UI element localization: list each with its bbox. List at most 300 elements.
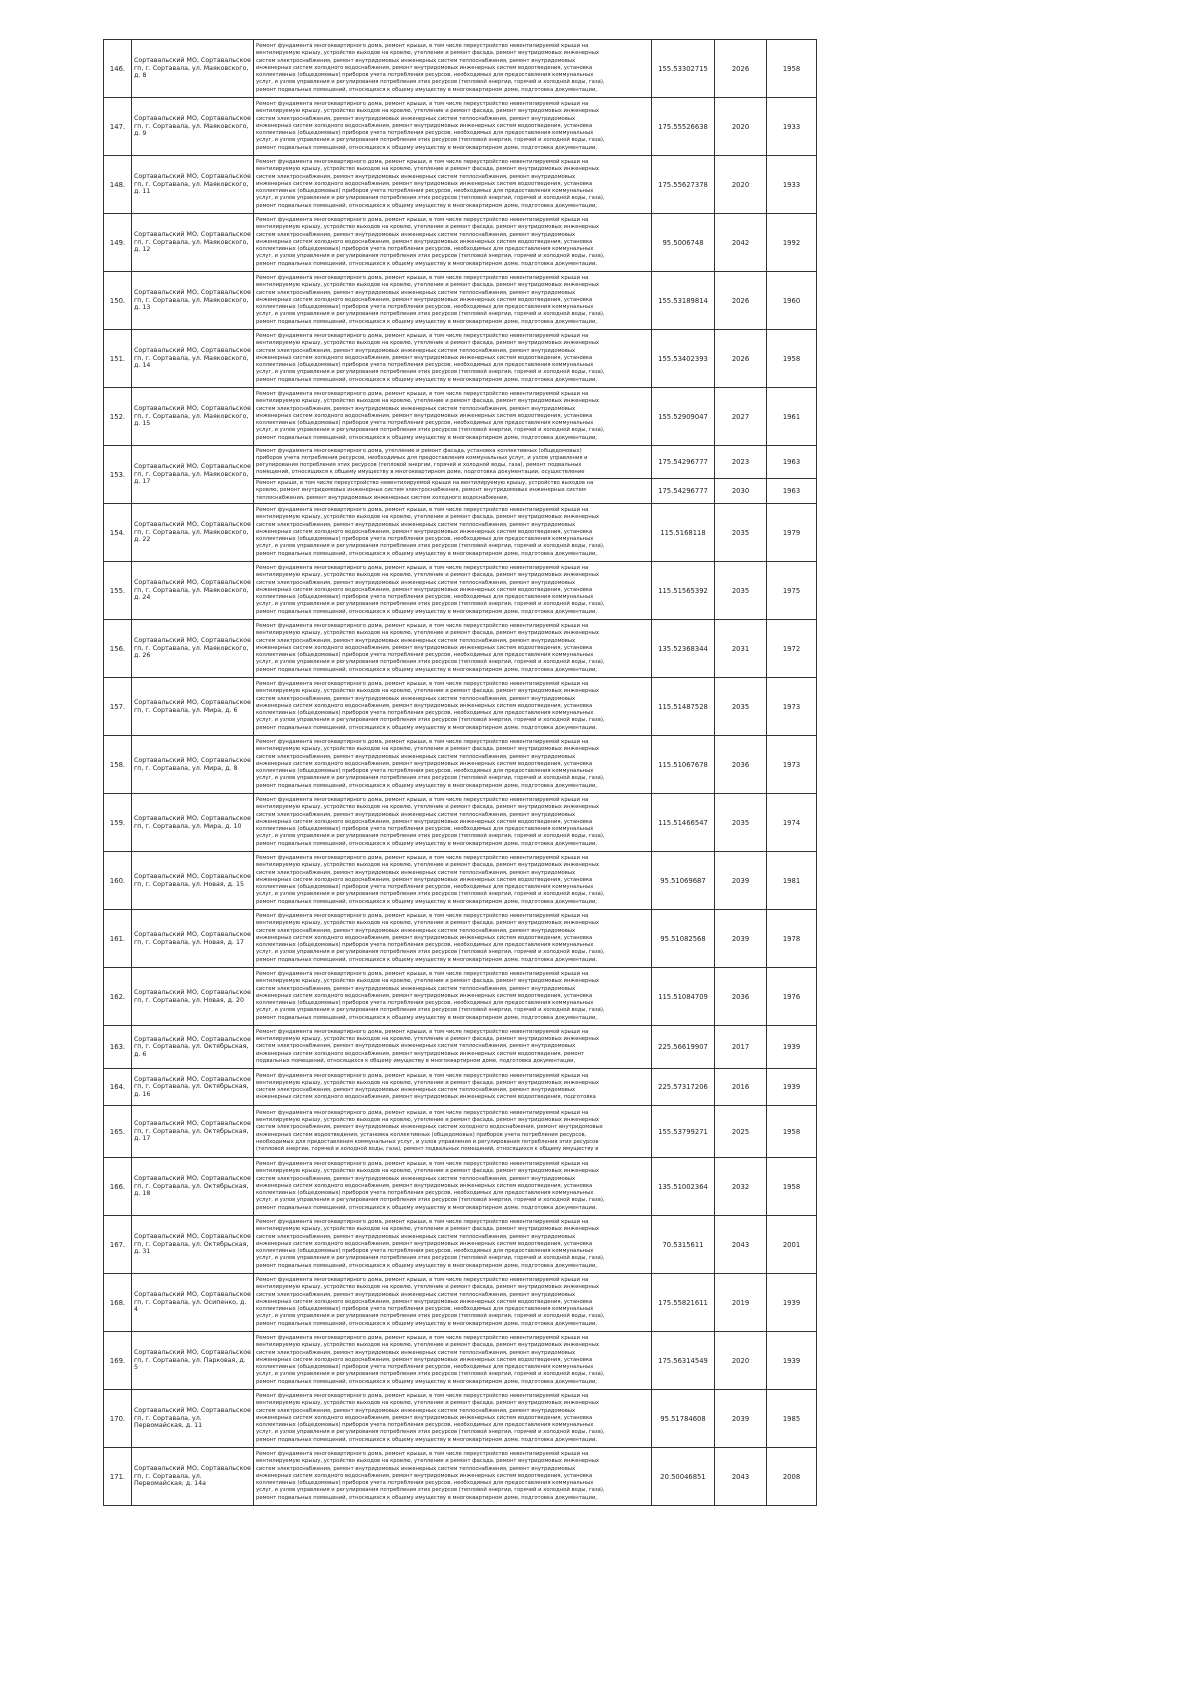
row-number-text: 162. [109, 992, 126, 1001]
row-number-text: 147. [109, 122, 126, 131]
planned-year-cell-text: 2026 [731, 64, 750, 73]
works-cell [254, 388, 652, 446]
planned-year-cell-text: 2030 [731, 487, 750, 495]
works-cell [254, 678, 652, 736]
row-number [104, 1390, 132, 1448]
works-cell-text: Ремонт фундамента многоквартирного дома, ремонт крыши, в том числе переустройство невентилируемой крыши на вентилируемую крышу, устройство выходов на кровлю, утепление и ремонт фасада, ремонт внутридомовых инженерных систем электроснабжения, ремонт внутридомовых инженерных систем теплоснабжения, ремонт внутридомовых инженерных систем холодного водоснабжения, ремонт внутридомовых инженерных систем водоотведения, установка коллективных (общедомовых) приборов учета потребления ресурсов, необходимых для предоставления коммунальных услуг, и узлов управления и регулирования потребления этих ресурсов (тепловой энергии, горячей и холодной воды, газа), ремонт подвальных помещений, относящихся к общему имуществу в многоквартирном доме, подготовка документации, [256, 623, 605, 673]
planned-year-cell-text: 2035 [731, 818, 750, 827]
address-cell-text: Сортавальский МО, Сортавальское гп, г. Сортавала, ул. Октябрьская, д. 18 [134, 1175, 251, 1198]
address-cell [132, 562, 254, 620]
works-cell [254, 1026, 652, 1069]
works-cell [254, 794, 652, 852]
built-year-cell-text: 1933 [782, 180, 801, 189]
built-year-cell-text: 1974 [782, 818, 801, 827]
built-year-cell [767, 388, 817, 446]
cost-cell [652, 388, 715, 446]
planned-year-cell-text: 2043 [731, 1240, 750, 1249]
built-year-cell [767, 910, 817, 968]
planned-year-cell [715, 678, 767, 736]
built-year-cell-text: 1975 [782, 586, 801, 595]
table-row [104, 330, 817, 388]
planned-year-cell-text: 2026 [731, 354, 750, 363]
cost-cell [652, 1216, 715, 1274]
planned-year-cell-text: 2027 [731, 412, 750, 421]
row-number-text: 149. [109, 238, 126, 247]
built-year-cell-text: 1973 [782, 760, 801, 769]
address-cell-text: Сортавальский МО, Сортавальское гп, г. Сортавала, ул. Октябрьская, д. 31 [134, 1233, 251, 1256]
address-cell [132, 214, 254, 272]
built-year-cell [767, 1332, 817, 1390]
works-cell [254, 852, 652, 910]
row-number-text: 156. [109, 644, 126, 653]
address-cell [132, 910, 254, 968]
planned-year-cell-text: 2025 [731, 1127, 750, 1136]
address-cell-text: Сортавальский МО, Сортавальское гп, г. Сортавала, ул. Мира, д. 10 [134, 814, 251, 830]
address-cell-text: Сортавальский МО, Сортавальское гп, г. Сортавала, ул. Новая, д. 20 [134, 988, 251, 1004]
row-number-text: 163. [109, 1043, 126, 1051]
address-cell-text: Сортавальский МО, Сортавальское гп, г. Сортавала, ул. Октябрьская, д. 17 [134, 1120, 251, 1143]
built-year-cell [767, 272, 817, 330]
works-cell-text: Ремонт фундамента многоквартирного дома, ремонт крыши, в том числе переустройство невентилируемой крыши на вентилируемую крышу, устройство выходов на кровлю, утепление и ремонт фасада, ремонт внутридомовых инженерных систем электроснабжения, ремонт внутридомовых инженерных систем теплоснабжения, ремонт внутридомовых инженерных систем холодного водоснабжения, ремонт внутридомовых инженерных систем водоотведения, установка коллективных (общедомовых) приборов учета потребления ресурсов, необходимых для предоставления коммунальных услуг, и узлов управления и регулирования потребления этих ресурсов (тепловой энергии, горячей и холодной воды, газа), ремонт подвальных помещений, относящихся к общему имуществу в многоквартирном доме, подготовка документации, [256, 507, 605, 557]
built-year-cell [767, 1448, 817, 1506]
row-number-text: 160. [109, 876, 126, 885]
planned-year-cell-text: 2020 [731, 1356, 750, 1365]
planned-year-cell [715, 1158, 767, 1216]
built-year-cell [767, 214, 817, 272]
address-cell-text: Сортавальский МО, Сортавальское гп, г. Сортавала, ул. Маяковского, д. 14 [134, 347, 251, 370]
built-year-cell [767, 98, 817, 156]
planned-year-cell [715, 1069, 767, 1106]
works-cell [254, 330, 652, 388]
cost-cell [652, 40, 715, 98]
table-row [104, 678, 817, 736]
works-cell-text: Ремонт фундамента многоквартирного дома, ремонт крыши, в том числе переустройство невентилируемой крыши на вентилируемую крышу, устройство выходов на кровлю, утепление и ремонт фасада, ремонт внутридомовых инженерных систем электроснабжения, ремонт внутридомовых инженерных систем теплоснабжения, ремонт внутридомовых инженерных систем холодного водоснабжения, ремонт внутридомовых инженерных систем водоотведения, установка коллективных (общедомовых) приборов учета потребления ресурсов, необходимых для предоставления коммунальных услуг, и узлов управления и регулирования потребления этих ресурсов (тепловой энергии, горячей и холодной воды, газа), ремонт подвальных помещений, относящихся к общему имуществу в многоквартирном доме, подготовка документации, [256, 391, 605, 441]
table-row [104, 1069, 817, 1106]
row-number [104, 98, 132, 156]
cost-cell-text: 175.56314549 [658, 1356, 708, 1365]
built-year-cell-text: 1985 [782, 1414, 801, 1423]
row-number-text: 164. [109, 1083, 126, 1091]
built-year-cell [767, 968, 817, 1026]
row-number-text: 146. [109, 64, 126, 73]
planned-year-cell-text: 2039 [731, 1414, 750, 1423]
cost-cell [652, 330, 715, 388]
works-cell-text: Ремонт фундамента многоквартирного дома, ремонт крыши, в том числе переустройство невентилируемой крыши на вентилируемую крышу, устройство выходов на кровлю, утепление и ремонт фасада, ремонт внутридомовых инженерных систем электроснабжения, ремонт внутридомовых инженерных систем теплоснабжения, ремонт внутридомовых инженерных систем холодного водоснабжения, ремонт внутридомовых инженерных систем водоотведения, установка коллективных (общедомовых) приборов учета потребления ресурсов, необходимых для предоставления коммунальных услуг, и узлов управления и регулирования потребления этих ресурсов (тепловой энергии, горячей и холодной воды, газа), ремонт подвальных помещений, относящихся к общему имуществу в многоквартирном доме, подготовка документации, [256, 1451, 605, 1501]
cost-cell [652, 678, 715, 736]
cost-cell [652, 1274, 715, 1332]
cost-cell [652, 1026, 715, 1069]
planned-year-cell-text: 2032 [731, 1182, 750, 1191]
planned-year-cell [715, 562, 767, 620]
row-number-text: 154. [109, 528, 126, 537]
planned-year-cell-text: 2026 [731, 296, 750, 305]
address-cell [132, 330, 254, 388]
address-cell-text: Сортавальский МО, Сортавальское гп, г. Сортавала, ул. Маяковского, д. 9 [134, 115, 251, 138]
row-number [104, 1106, 132, 1158]
address-cell [132, 504, 254, 562]
planned-year-cell [715, 852, 767, 910]
planned-year-cell [715, 1390, 767, 1448]
built-year-cell-text: 1972 [782, 644, 801, 653]
address-cell-text: Сортавальский МО, Сортавальское гп, г. Сортавала, ул. Маяковского, д. 15 [134, 405, 251, 428]
works-cell [254, 446, 652, 479]
table-row [104, 1216, 817, 1274]
cost-cell-text: 175.54296777 [658, 487, 708, 495]
built-year-cell-text: 1958 [782, 1127, 801, 1136]
cost-cell [652, 736, 715, 794]
works-cell [254, 620, 652, 678]
built-year-cell [767, 794, 817, 852]
planned-year-cell-text: 2035 [731, 702, 750, 711]
works-cell-text: Ремонт фундамента многоквартирного дома, ремонт крыши, в том числе переустройство невентилируемой крыши на вентилируемую крышу, устройство выходов на кровлю, утепление и ремонт фасада, ремонт внутридомовых инженерных систем электроснабжения, ремонт внутридомовых инженерных систем теплоснабжения, ремонт внутридомовых инженерных систем холодного водоснабжения, ремонт внутридомовых инженерных систем водоотведения, установка коллективных (общедомовых) приборов учета потребления ресурсов, необходимых для предоставления коммунальных услуг, и узлов управления и регулирования потребления этих ресурсов (тепловой энергии, горячей и холодной воды, газа), ремонт подвальных помещений, относящихся к общему имуществу в многоквартирном доме, подготовка документации, [256, 1161, 605, 1211]
planned-year-cell [715, 1274, 767, 1332]
row-number-text: 169. [109, 1356, 126, 1365]
address-cell-text: Сортавальский МО, Сортавальское гп, г. Сортавала, ул. Мира, д. 6 [134, 698, 251, 714]
works-cell-text: Ремонт фундамента многоквартирного дома, ремонт крыши, в том числе переустройство невентилируемой крыши на вентилируемую крышу, устройство выходов на кровлю, утепление и ремонт фасада, ремонт внутридомовых инженерных систем электроснабжения, ремонт внутридомовых инженерных систем теплоснабжения, ремонт внутридомовых инженерных систем холодного водоснабжения, ремонт внутридомовых инженерных систем водоотведения, установка коллективных (общедомовых) приборов учета потребления ресурсов, необходимых для предоставления коммунальных услуг, и узлов управления и регулирования потребления этих ресурсов (тепловой энергии, горячей и холодной воды, газа), ремонт подвальных помещений, относящихся к общему имуществу в многоквартирном доме, подготовка документации, [256, 1335, 605, 1385]
row-number [104, 446, 132, 504]
row-number [104, 968, 132, 1026]
address-cell-text: Сортавальский МО, Сортавальское гп, г. Сортавала, ул. Маяковского, д. 13 [134, 289, 251, 312]
cost-cell-text: 115.51067678 [658, 760, 708, 769]
address-cell-text: Сортавальский МО, Сортавальское гп, г. Сортавала, ул. Маяковского, д. 12 [134, 231, 251, 254]
table-row [104, 272, 817, 330]
row-number-text: 167. [109, 1240, 126, 1249]
row-number [104, 1158, 132, 1216]
table-row [104, 794, 817, 852]
row-number [104, 1216, 132, 1274]
planned-year-cell [715, 1332, 767, 1390]
works-cell-text: Ремонт фундамента многоквартирного дома, ремонт крыши, в том числе переустройство невентилируемой крыши на вентилируемую крышу, устройство выходов на кровлю, утепление и ремонт фасада, ремонт внутридомовых инженерных систем электроснабжения, ремонт внутридомовых инженерных систем теплоснабжения, ремонт внутридомовых инженерных систем холодного водоснабжения, ремонт внутридомовых инженерных систем водоотведения, установка коллективных (общедомовых) приборов учета потребления ресурсов, необходимых для предоставления коммунальных услуг, и узлов управления и регулирования потребления этих ресурсов (тепловой энергии, горячей и холодной воды, газа), ремонт подвальных помещений, относящихся к общему имуществу в многоквартирном доме, подготовка документации, [256, 275, 605, 325]
works-cell [254, 562, 652, 620]
cost-cell [652, 446, 715, 479]
table-row [104, 98, 817, 156]
built-year-cell-text: 1958 [782, 1182, 801, 1191]
planned-year-cell-text: 2017 [731, 1043, 750, 1051]
built-year-cell [767, 504, 817, 562]
cost-cell-text: 175.54296777 [658, 458, 708, 466]
table-row [104, 1448, 817, 1506]
works-cell [254, 736, 652, 794]
works-cell-text: Ремонт фундамента многоквартирного дома, утепление и ремонт фасада, установка коллективных (общедомовых) приборов учета потребления ресурсов, необходимых для предоставления коммунальных услуг, и узлов управления и регулирования потребления этих ресурсов (тепловой энергии, горячей и холодной воды, газа), ремонт подвальных помещений, относящихся к общему имуществу в многоквартирном доме, подготовка документации, осуществление [256, 447, 588, 476]
address-cell [132, 272, 254, 330]
planned-year-cell-text: 2016 [731, 1083, 750, 1091]
works-cell [254, 1332, 652, 1390]
planned-year-cell-text: 2031 [731, 644, 750, 653]
cost-cell [652, 1332, 715, 1390]
planned-year-cell-text: 2036 [731, 992, 750, 1001]
table-row [104, 388, 817, 446]
built-year-cell-text: 2001 [782, 1240, 801, 1249]
planned-year-cell [715, 446, 767, 479]
cost-cell [652, 156, 715, 214]
table-row [104, 1026, 817, 1069]
table-row [104, 1106, 817, 1158]
cost-cell [652, 910, 715, 968]
works-cell [254, 272, 652, 330]
table-row [104, 620, 817, 678]
built-year-cell-text: 1976 [782, 992, 801, 1001]
planned-year-cell [715, 620, 767, 678]
cost-cell-text: 155.53302715 [658, 64, 708, 73]
address-cell-text: Сортавальский МО, Сортавальское гп, г. Сортавала, ул. Мира, д. 8 [134, 756, 251, 772]
planned-year-cell-text: 2020 [731, 122, 750, 131]
built-year-cell [767, 1274, 817, 1332]
works-cell-text: Ремонт фундамента многоквартирного дома, ремонт крыши, в том числе переустройство невентилируемой крыши на вентилируемую крышу, устройство выходов на кровлю, утепление и ремонт фасада, ремонт внутридомовых инженерных систем электроснабжения, ремонт внутридомовых инженерных систем теплоснабжения, ремонт внутридомовых инженерных систем холодного водоснабжения, ремонт внутридомовых инженерных систем водоотведения, установка коллективных (общедомовых) приборов учета потребления ресурсов, необходимых для предоставления коммунальных услуг, и узлов управления и регулирования потребления этих ресурсов (тепловой энергии, горячей и холодной воды, газа), ремонт подвальных помещений, относящихся к общему имуществу в многоквартирном доме, подготовка документации, [256, 43, 605, 93]
cost-cell-text: 95.51784608 [660, 1414, 706, 1423]
row-number-text: 161. [109, 934, 126, 943]
works-cell-text: Ремонт фундамента многоквартирного дома, ремонт крыши, в том числе переустройство невентилируемой крыши на вентилируемую крышу, устройство выходов на кровлю, утепление и ремонт фасада, ремонт внутридомовых инженерных систем электроснабжения, ремонт внутридомовых инженерных систем теплоснабжения, ремонт внутридомовых инженерных систем холодного водоснабжения, ремонт внутридомовых инженерных систем водоотведения, установка коллективных (общедомовых) приборов учета потребления ресурсов, необходимых для предоставления коммунальных услуг, и узлов управления и регулирования потребления этих ресурсов (тепловой энергии, горячей и холодной воды, газа), ремонт подвальных помещений, относящихся к общему имуществу в многоквартирном доме, подготовка документации, [256, 1277, 605, 1327]
works-cell [254, 214, 652, 272]
address-cell [132, 678, 254, 736]
built-year-cell [767, 562, 817, 620]
row-number-text: 166. [109, 1182, 126, 1191]
planned-year-cell [715, 794, 767, 852]
address-cell [132, 1448, 254, 1506]
built-year-cell [767, 1390, 817, 1448]
works-cell-text: Ремонт фундамента многоквартирного дома, ремонт крыши, в том числе переустройство невентилируемой крыши на вентилируемую крышу, устройство выходов на кровлю, утепление и ремонт фасада, ремонт внутридомовых инженерных систем электроснабжения, ремонт внутридомовых инженерных систем теплоснабжения, ремонт внутридомовых инженерных систем холодного водоснабжения, ремонт внутридомовых инженерных систем водоотведения, установка коллективных (общедомовых) приборов учета потребления ресурсов, необходимых для предоставления коммунальных услуг, и узлов управления и регулирования потребления этих ресурсов (тепловой энергии, горячей и холодной воды, газа), ремонт подвальных помещений, относящихся к общему имуществу в многоквартирном доме, подготовка документации, [256, 1219, 605, 1269]
works-cell [254, 1216, 652, 1274]
cost-cell [652, 504, 715, 562]
planned-year-cell [715, 1216, 767, 1274]
cost-cell-text: 175.55526638 [658, 122, 708, 131]
works-cell [254, 40, 652, 98]
works-cell [254, 1448, 652, 1506]
works-cell-text: Ремонт фундамента многоквартирного дома, ремонт крыши, в том числе переустройство невентилируемой крыши на вентилируемую крышу, устройство выходов на кровлю, утепление и ремонт фасада, ремонт внутридомовых инженерных систем электроснабжения, ремонт внутридомовых инженерных систем теплоснабжения, ремонт внутридомовых инженерных систем холодного водоснабжения, ремонт внутридомовых инженерных систем водоотведения, установка коллективных (общедомовых) приборов учета потребления ресурсов, необходимых для предоставления коммунальных услуг, и узлов управления и регулирования потребления этих ресурсов (тепловой энергии, горячей и холодной воды, газа), ремонт подвальных помещений, относящихся к общему имуществу в многоквартирном доме, подготовка документации, [256, 101, 605, 151]
row-number-text: 168. [109, 1298, 126, 1307]
built-year-cell-text: 1933 [782, 122, 801, 131]
cost-cell [652, 1448, 715, 1506]
cost-cell-text: 135.52368344 [658, 644, 708, 653]
capital-repair-table [103, 39, 817, 1506]
table-row [104, 736, 817, 794]
planned-year-cell-text: 2020 [731, 180, 750, 189]
cost-cell [652, 479, 715, 504]
row-number-text: 152. [109, 412, 126, 421]
table-row [104, 214, 817, 272]
address-cell [132, 1106, 254, 1158]
planned-year-cell [715, 504, 767, 562]
row-number [104, 1069, 132, 1106]
works-cell-text: Ремонт фундамента многоквартирного дома, ремонт крыши, в том числе переустройство невентилируемой крыши на вентилируемую крышу, устройство выходов на кровлю, утепление и ремонт фасада, ремонт внутридомовых инженерных систем электроснабжения, ремонт внутридомовых инженерных систем теплоснабжения, ремонт внутридомовых инженерных систем холодного водоснабжения, ремонт внутридомовых инженерных систем водоотведения, установка коллективных (общедомовых) приборов учета потребления ресурсов, необходимых для предоставления коммунальных услуг, и узлов управления и регулирования потребления этих ресурсов (тепловой энергии, горячей и холодной воды, газа), ремонт подвальных помещений, относящихся к общему имуществу в многоквартирном доме, подготовка документации, [256, 1393, 605, 1443]
built-year-cell-text: 1973 [782, 702, 801, 711]
cost-cell-text: 95.51082568 [660, 934, 706, 943]
built-year-cell [767, 1106, 817, 1158]
row-number [104, 678, 132, 736]
table-row [104, 446, 817, 479]
works-cell-text: Ремонт фундамента многоквартирного дома, ремонт крыши, в том числе переустройство невентилируемой крыши на вентилируемую крышу, устройство выходов на кровлю, утепление и ремонт фасада, ремонт внутридомовых инженерных систем электроснабжения, ремонт внутридомовых инженерных систем теплоснабжения, ремонт внутридомовых инженерных систем холодного водоснабжения, ремонт внутридомовых инженерных систем водоотведения, установка коллективных (общедомовых) приборов учета потребления ресурсов, необходимых для предоставления коммунальных услуг, и узлов управления и регулирования потребления этих ресурсов (тепловой энергии, горячей и холодной воды, газа), ремонт подвальных помещений, относящихся к общему имуществу в многоквартирном доме, подготовка документации, [256, 855, 605, 905]
row-number [104, 910, 132, 968]
planned-year-cell-text: 2035 [731, 528, 750, 537]
works-cell-text: Ремонт фундамента многоквартирного дома, ремонт крыши, в том числе переустройство невентилируемой крыши на вентилируемую крышу, устройство выходов на кровлю, утепление и ремонт фасада, ремонт внутридомовых инженерных систем электроснабжения, ремонт внутридомовых инженерных систем теплоснабжения, ремонт внутридомовых инженерных систем холодного водоснабжения, ремонт внутридомовых инженерных систем водоотведения, подготовка [256, 1072, 600, 1101]
cost-cell-text: 115.5168118 [660, 528, 706, 537]
row-number-text: 150. [109, 296, 126, 305]
address-cell [132, 40, 254, 98]
built-year-cell-text: 1939 [782, 1298, 801, 1307]
cost-cell [652, 98, 715, 156]
address-cell [132, 1158, 254, 1216]
cost-cell-text: 155.53799271 [658, 1127, 708, 1136]
works-cell-text: Ремонт крыши, в том числе переустройство невентилируемой крыши на вентилируемую крышу, устройство выходов на кровлю, ремонт внутридомовых инженерных систем электроснабжения, ремонт внутридомовых инженерных систем теплоснабжения, ремонт внутридомовых инженерных систем холодного водоснабжения, [256, 480, 594, 501]
planned-year-cell [715, 388, 767, 446]
works-cell [254, 1158, 652, 1216]
address-cell [132, 1332, 254, 1390]
built-year-cell-text: 1958 [782, 64, 801, 73]
row-number [104, 1274, 132, 1332]
address-cell [132, 446, 254, 504]
address-cell-text: Сортавальский МО, Сортавальское гп, г. Сортавала, ул. Осипенко, д. 4 [134, 1291, 251, 1314]
works-cell [254, 98, 652, 156]
cost-cell [652, 852, 715, 910]
planned-year-cell [715, 156, 767, 214]
address-cell-text: Сортавальский МО, Сортавальское гп, г. Сортавала, ул. Парковая, д. 5 [134, 1349, 251, 1372]
row-number [104, 272, 132, 330]
row-number [104, 388, 132, 446]
planned-year-cell [715, 214, 767, 272]
cost-cell [652, 1390, 715, 1448]
table-row [104, 1274, 817, 1332]
works-cell [254, 479, 652, 504]
built-year-cell [767, 479, 817, 504]
planned-year-cell-text: 2039 [731, 934, 750, 943]
row-number [104, 214, 132, 272]
address-cell [132, 156, 254, 214]
address-cell [132, 1026, 254, 1069]
built-year-cell-text: 1978 [782, 934, 801, 943]
cost-cell-text: 115.51466547 [658, 818, 708, 827]
planned-year-cell-text: 2042 [731, 238, 750, 247]
built-year-cell [767, 1026, 817, 1069]
works-cell [254, 156, 652, 214]
row-number [104, 1026, 132, 1069]
works-cell-text: Ремонт фундамента многоквартирного дома, ремонт крыши, в том числе переустройство невентилируемой крыши на вентилируемую крышу, устройство выходов на кровлю, утепление и ремонт фасада, ремонт внутридомовых инженерных систем электроснабжения, ремонт внутридомовых инженерных систем теплоснабжения, ремонт внутридомовых инженерных систем холодного водоснабжения, ремонт внутридомовых инженерных систем водоотведения, установка коллективных (общедомовых) приборов учета потребления ресурсов, необходимых для предоставления коммунальных услуг, и узлов управления и регулирования потребления этих ресурсов (тепловой энергии, горячей и холодной воды, газа), ремонт подвальных помещений, относящихся к общему имуществу в многоквартирном доме, подготовка документации, [256, 333, 605, 383]
row-number-text: 165. [109, 1127, 126, 1136]
works-cell-text: Ремонт фундамента многоквартирного дома, ремонт крыши, в том числе переустройство невентилируемой крыши на вентилируемую крышу, устройство выходов на кровлю, утепление и ремонт фасада, ремонт внутридомовых инженерных систем электроснабжения, ремонт внутридомовых инженерных систем теплоснабжения, ремонт внутридомовых инженерных систем холодного водоснабжения, ремонт внутридомовых инженерных систем водоотведения, установка коллективных (общедомовых) приборов учета потребления ресурсов, необходимых для предоставления коммунальных услуг, и узлов управления и регулирования потребления этих ресурсов (тепловой энергии, горячей и холодной воды, газа), ремонт подвальных помещений, относящихся к общему имуществу в многоквартирном доме, подготовка документации, [256, 913, 605, 963]
table-row [104, 968, 817, 1026]
cost-cell [652, 1069, 715, 1106]
row-number-text: 151. [109, 354, 126, 363]
planned-year-cell [715, 98, 767, 156]
cost-cell [652, 968, 715, 1026]
row-number-text: 155. [109, 586, 126, 595]
address-cell [132, 852, 254, 910]
row-number-text: 148. [109, 180, 126, 189]
works-cell [254, 1274, 652, 1332]
row-number-text: 157. [109, 702, 126, 711]
cost-cell-text: 115.51084709 [658, 992, 708, 1001]
address-cell-text: Сортавальский МО, Сортавальское гп, г. Сортавала, ул. Маяковского, д. 17 [134, 463, 251, 486]
built-year-cell-text: 2008 [782, 1472, 801, 1481]
cost-cell-text: 155.53402393 [658, 354, 708, 363]
row-number-text: 153. [109, 470, 126, 479]
cost-cell-text: 225.56619907 [658, 1043, 708, 1051]
works-cell [254, 1106, 652, 1158]
row-number [104, 1448, 132, 1506]
cost-cell [652, 214, 715, 272]
planned-year-cell-text: 2019 [731, 1298, 750, 1307]
row-number [104, 1332, 132, 1390]
cost-cell-text: 95.5006748 [662, 238, 704, 247]
built-year-cell-text: 1958 [782, 354, 801, 363]
cost-cell-text: 115.51565392 [658, 586, 708, 595]
built-year-cell [767, 678, 817, 736]
built-year-cell-text: 1939 [782, 1083, 801, 1091]
built-year-cell-text: 1992 [782, 238, 801, 247]
works-cell-text: Ремонт фундамента многоквартирного дома, ремонт крыши, в том числе переустройство невентилируемой крыши на вентилируемую крышу, устройство выходов на кровлю, утепление и ремонт фасада, ремонт внутридомовых инженерных систем электроснабжения, ремонт внутридомовых инженерных систем теплоснабжения, ремонт внутридомовых инженерных систем холодного водоснабжения, ремонт внутридомовых инженерных систем водоотведения, установка коллективных (общедомовых) приборов учета потребления ресурсов, необходимых для предоставления коммунальных услуг, и узлов управления и регулирования потребления этих ресурсов (тепловой энергии, горячей и холодной воды, газа), ремонт подвальных помещений, относящихся к общему имуществу в многоквартирном доме, подготовка документации, [256, 797, 605, 847]
address-cell [132, 968, 254, 1026]
planned-year-cell-text: 2039 [731, 876, 750, 885]
row-number-text: 159. [109, 818, 126, 827]
cost-cell-text: 175.55821611 [658, 1298, 708, 1307]
address-cell-text: Сортавальский МО, Сортавальское гп, г. Сортавала, ул. Октябрьская, д. 6 [134, 1035, 251, 1058]
address-cell-text: Сортавальский МО, Сортавальское гп, г. Сортавала, ул. Маяковского, д. 24 [134, 579, 251, 602]
works-cell [254, 1390, 652, 1448]
planned-year-cell [715, 40, 767, 98]
built-year-cell [767, 156, 817, 214]
table-row [104, 562, 817, 620]
address-cell [132, 1069, 254, 1106]
cost-cell [652, 1158, 715, 1216]
cost-cell [652, 794, 715, 852]
built-year-cell-text: 1963 [782, 458, 801, 466]
built-year-cell-text: 1939 [782, 1356, 801, 1365]
planned-year-cell [715, 736, 767, 794]
cost-cell-text: 175.55627378 [658, 180, 708, 189]
built-year-cell [767, 1216, 817, 1274]
address-cell-text: Сортавальский МО, Сортавальское гп, г. Сортавала, ул. Первомайская, д. 14а [134, 1465, 251, 1488]
works-cell-text: Ремонт фундамента многоквартирного дома, ремонт крыши, в том числе переустройство невентилируемой крыши на вентилируемую крышу, устройство выходов на кровлю, утепление и ремонт фасада, ремонт внутридомовых инженерных систем электроснабжения, ремонт внутридомовых инженерных систем теплоснабжения, ремонт внутридомовых инженерных систем холодного водоснабжения, ремонт внутридомовых инженерных систем водоотведения, установка коллективных (общедомовых) приборов учета потребления ресурсов, необходимых для предоставления коммунальных услуг, и узлов управления и регулирования потребления этих ресурсов (тепловой энергии, горячей и холодной воды, газа), ремонт подвальных помещений, относящихся к общему имуществу в многоквартирном доме, подготовка документации, [256, 681, 605, 731]
cost-cell-text: 95.51069687 [660, 876, 706, 885]
address-cell-text: Сортавальский МО, Сортавальское гп, г. Сортавала, ул. Октябрьская, д. 16 [134, 1075, 251, 1098]
works-cell-text: Ремонт фундамента многоквартирного дома, ремонт крыши, в том числе переустройство невентилируемой крыши на вентилируемую крышу, устройство выходов на кровлю, утепление и ремонт фасада, ремонт внутридомовых инженерных систем электроснабжения, ремонт внутридомовых инженерных систем теплоснабжения, ремонт внутридомовых инженерных систем холодного водоснабжения, ремонт внутридомовых инженерных систем водоотведения, установка коллективных (общедомовых) приборов учета потребления ресурсов, необходимых для предоставления коммунальных услуг, и узлов управления и регулирования потребления этих ресурсов (тепловой энергии, горячей и холодной воды, газа), ремонт подвальных помещений, относящихся к общему имуществу в многоквартирном доме, подготовка документации, [256, 971, 605, 1021]
row-number-text: 170. [109, 1414, 126, 1423]
built-year-cell-text: 1979 [782, 528, 801, 537]
cost-cell-text: 20.50046851 [660, 1472, 706, 1481]
built-year-cell [767, 330, 817, 388]
planned-year-cell [715, 330, 767, 388]
works-cell [254, 910, 652, 968]
built-year-cell [767, 40, 817, 98]
row-number [104, 562, 132, 620]
table-row [104, 504, 817, 562]
address-cell [132, 620, 254, 678]
table-row [104, 910, 817, 968]
planned-year-cell [715, 1026, 767, 1069]
address-cell [132, 1216, 254, 1274]
works-cell-text: Ремонт фундамента многоквартирного дома, ремонт крыши, в том числе переустройство невентилируемой крыши на вентилируемую крышу, устройство выходов на кровлю, утепление и ремонт фасада, ремонт внутридомовых инженерных систем электроснабжения, ремонт внутридомовых инженерных систем теплоснабжения, ремонт внутридомовых инженерных систем холодного водоснабжения, ремонт внутридомовых инженерных систем водоотведения, установка коллективных (общедомовых) приборов учета потребления ресурсов, необходимых для предоставления коммунальных услуг, и узлов управления и регулирования потребления этих ресурсов (тепловой энергии, горячей и холодной воды, газа), ремонт подвальных помещений, относящихся к общему имуществу в многоквартирном доме, подготовка документации, [256, 159, 605, 209]
built-year-cell [767, 1158, 817, 1216]
planned-year-cell [715, 910, 767, 968]
planned-year-cell-text: 2043 [731, 1472, 750, 1481]
address-cell-text: Сортавальский МО, Сортавальское гп, г. Сортавала, ул. Новая, д. 15 [134, 872, 251, 888]
table-row [104, 40, 817, 98]
table-row [104, 1390, 817, 1448]
works-cell [254, 968, 652, 1026]
planned-year-cell-text: 2023 [731, 458, 750, 466]
address-cell [132, 736, 254, 794]
built-year-cell [767, 620, 817, 678]
cost-cell-text: 115.51487528 [658, 702, 708, 711]
built-year-cell-text: 1939 [782, 1043, 801, 1051]
row-number [104, 736, 132, 794]
planned-year-cell-text: 2036 [731, 760, 750, 769]
cost-cell [652, 272, 715, 330]
address-cell [132, 1274, 254, 1332]
planned-year-cell [715, 1106, 767, 1158]
cost-cell [652, 1106, 715, 1158]
built-year-cell [767, 446, 817, 479]
address-cell-text: Сортавальский МО, Сортавальское гп, г. Сортавала, ул. Маяковского, д. 11 [134, 173, 251, 196]
planned-year-cell-text: 2035 [731, 586, 750, 595]
